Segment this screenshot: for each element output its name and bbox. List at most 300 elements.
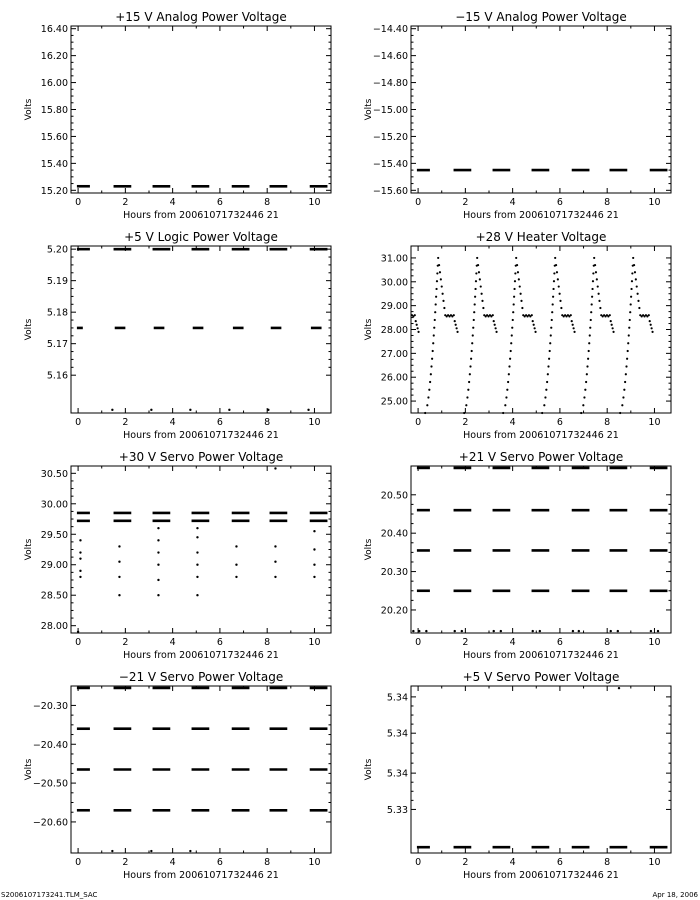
data-point <box>473 319 475 321</box>
data-point <box>625 373 627 375</box>
data-point <box>157 579 159 581</box>
plot-frame <box>71 26 331 193</box>
data-point <box>157 539 159 541</box>
data-point <box>549 350 551 352</box>
data-point <box>432 350 434 352</box>
y-axis-label: Volts <box>364 538 374 561</box>
x-tick-label: 4 <box>169 197 176 208</box>
y-tick-label: 5.34 <box>386 692 408 704</box>
data-point <box>515 257 517 259</box>
data-point <box>594 264 596 266</box>
data-point <box>627 342 629 344</box>
data-point <box>118 560 120 562</box>
data-point <box>196 551 198 553</box>
data-point <box>628 327 630 329</box>
data-point <box>583 396 585 398</box>
data-point <box>554 257 556 259</box>
data-point <box>638 307 640 309</box>
data-point <box>571 320 573 322</box>
data-point <box>77 631 79 633</box>
data-point <box>598 300 600 302</box>
data-point <box>475 280 477 282</box>
data-point <box>557 278 559 280</box>
data-point <box>553 272 555 274</box>
x-axis-label: Hours from 20061071732446 21 <box>123 210 279 221</box>
data-point <box>559 300 561 302</box>
data-point <box>629 319 631 321</box>
y-tick-label: 30.00 <box>380 277 408 289</box>
y-tick-label: 15.20 <box>40 185 68 197</box>
data-point <box>479 278 481 280</box>
data-point <box>593 257 595 259</box>
x-tick-label: 4 <box>509 857 516 868</box>
data-point <box>79 557 81 559</box>
x-tick-label: 4 <box>509 637 516 648</box>
x-tick-label: 8 <box>264 197 271 208</box>
data-point <box>424 412 426 414</box>
x-tick-label: 10 <box>308 637 321 648</box>
data-point <box>443 307 445 309</box>
y-tick-label: 26.00 <box>380 372 408 384</box>
data-point <box>438 264 440 266</box>
data-point <box>111 850 113 852</box>
y-tick-label: 28.00 <box>380 325 408 336</box>
y-tick-label: −14.80 <box>372 78 408 90</box>
x-tick-label: 10 <box>308 417 321 428</box>
y-tick-label: −20.40 <box>32 739 68 751</box>
data-point <box>472 327 474 329</box>
data-point <box>589 334 591 336</box>
y-tick-label: 15.60 <box>40 131 68 143</box>
data-point <box>637 293 639 295</box>
y-tick-label: 29.00 <box>380 301 408 313</box>
x-tick-label: 2 <box>122 637 129 648</box>
data-point <box>508 373 510 375</box>
data-point <box>150 850 152 852</box>
data-point <box>436 280 438 282</box>
data-point <box>465 404 467 406</box>
data-point <box>648 314 650 316</box>
data-point <box>474 303 476 305</box>
data-point <box>439 271 441 273</box>
data-point <box>512 311 514 313</box>
y-tick-label: 27.00 <box>380 348 408 360</box>
data-point <box>432 342 434 344</box>
data-point <box>157 551 159 553</box>
x-tick-label: 6 <box>216 857 223 868</box>
data-point <box>267 409 269 411</box>
x-axis-label: Hours from 20061071732446 21 <box>463 650 619 661</box>
data-point <box>79 576 81 578</box>
x-tick-label: 6 <box>556 417 563 428</box>
data-point <box>550 334 552 336</box>
data-point <box>626 358 628 360</box>
data-point <box>544 396 546 398</box>
x-tick-label: 2 <box>462 637 469 648</box>
data-point <box>546 381 548 383</box>
data-point <box>560 307 562 309</box>
x-tick-label: 0 <box>415 197 422 208</box>
data-point <box>630 303 632 305</box>
data-point <box>502 412 504 414</box>
x-tick-label: 8 <box>604 857 611 868</box>
data-point <box>519 285 521 287</box>
data-point <box>436 272 438 274</box>
data-point <box>551 311 553 313</box>
data-point <box>473 311 475 313</box>
data-point <box>274 576 276 578</box>
data-point <box>650 630 652 632</box>
data-point <box>274 467 276 469</box>
data-point <box>513 288 515 290</box>
data-point <box>454 630 456 632</box>
y-tick-label: 25.00 <box>380 396 408 408</box>
plot-frame <box>71 466 331 633</box>
data-point <box>455 324 457 326</box>
data-point <box>521 307 523 309</box>
y-tick-label: −14.60 <box>372 51 408 63</box>
data-point <box>634 271 636 273</box>
data-point <box>596 278 598 280</box>
x-tick-label: 4 <box>169 637 176 648</box>
x-tick-label: 2 <box>462 197 469 208</box>
data-point <box>635 278 637 280</box>
data-point <box>118 576 120 578</box>
data-point <box>610 630 612 632</box>
data-point <box>589 327 591 329</box>
data-point <box>307 409 309 411</box>
y-axis-label: Volts <box>24 538 34 561</box>
data-point <box>467 389 469 391</box>
data-point <box>651 331 653 333</box>
data-point <box>633 264 635 266</box>
data-point <box>430 365 432 367</box>
data-point <box>572 630 574 632</box>
data-point <box>508 365 510 367</box>
x-tick-label: 2 <box>122 417 129 428</box>
data-point <box>313 576 315 578</box>
data-point <box>495 327 497 329</box>
y-tick-label: 31.00 <box>380 253 408 265</box>
x-axis-label: Hours from 20061071732446 21 <box>463 870 619 881</box>
x-tick-label: 0 <box>75 857 82 868</box>
data-point <box>541 412 543 414</box>
data-point <box>618 687 620 689</box>
data-point <box>157 594 159 596</box>
data-point <box>516 264 518 266</box>
x-tick-label: 6 <box>216 637 223 648</box>
plot-title: +28 V Heater Voltage <box>475 230 607 244</box>
x-axis-label: Hours from 20061071732446 21 <box>123 650 279 661</box>
data-point <box>433 334 435 336</box>
data-point <box>630 296 632 298</box>
footer-date: Apr 18, 2006 <box>652 891 698 899</box>
data-point <box>118 545 120 547</box>
data-point <box>552 288 554 290</box>
data-point <box>196 576 198 578</box>
data-point <box>509 358 511 360</box>
y-tick-label: 29.50 <box>40 529 68 541</box>
data-point <box>533 324 535 326</box>
data-point <box>520 300 522 302</box>
plot-frame <box>411 246 671 413</box>
data-point <box>454 320 456 322</box>
y-tick-label: 20.20 <box>380 605 408 617</box>
data-point <box>553 280 555 282</box>
data-point <box>493 630 495 632</box>
data-point <box>514 280 516 282</box>
data-point <box>558 285 560 287</box>
x-tick-label: 0 <box>75 637 82 648</box>
data-point <box>551 319 553 321</box>
data-point <box>545 389 547 391</box>
data-point <box>552 296 554 298</box>
data-point <box>518 278 520 280</box>
data-point <box>534 327 536 329</box>
data-point <box>313 530 315 532</box>
data-point <box>500 630 502 632</box>
x-tick-label: 2 <box>462 857 469 868</box>
data-point <box>157 527 159 529</box>
data-point <box>617 630 619 632</box>
data-point <box>274 560 276 562</box>
data-point <box>586 373 588 375</box>
data-point <box>622 396 624 398</box>
y-tick-label: 16.00 <box>40 78 68 90</box>
y-tick-label: −20.50 <box>32 778 68 790</box>
data-point <box>428 389 430 391</box>
x-tick-label: 0 <box>415 417 422 428</box>
data-point <box>637 300 639 302</box>
data-point <box>625 365 627 367</box>
y-tick-label: 5.20 <box>46 244 68 256</box>
y-tick-label: 15.80 <box>40 105 68 116</box>
y-tick-label: −20.60 <box>32 817 68 829</box>
data-point <box>650 324 652 326</box>
plot-title: −21 V Servo Power Voltage <box>118 670 284 684</box>
y-tick-label: −20.30 <box>32 700 68 712</box>
data-point <box>196 594 198 596</box>
data-point <box>434 319 436 321</box>
data-point <box>559 293 561 295</box>
data-point <box>573 327 575 329</box>
data-point <box>511 327 513 329</box>
data-point <box>598 293 600 295</box>
x-axis-label: Hours from 20061071732446 21 <box>123 430 279 441</box>
y-tick-label: 5.17 <box>46 339 68 351</box>
data-point <box>481 300 483 302</box>
data-point <box>520 293 522 295</box>
plot-title: +21 V Servo Power Voltage <box>458 450 624 464</box>
x-axis-label: Hours from 20061071732446 21 <box>463 210 619 221</box>
data-point <box>418 630 420 632</box>
data-point <box>506 389 508 391</box>
x-tick-label: 8 <box>604 197 611 208</box>
data-point <box>631 280 633 282</box>
data-point <box>274 545 276 547</box>
data-point <box>492 314 494 316</box>
x-tick-label: 6 <box>216 417 223 428</box>
data-point <box>111 409 113 411</box>
data-point <box>543 404 545 406</box>
data-point <box>79 570 81 572</box>
data-point <box>494 324 496 326</box>
y-tick-label: −15.00 <box>372 105 408 116</box>
data-point <box>480 285 482 287</box>
data-point <box>474 288 476 290</box>
data-point <box>532 630 534 632</box>
data-point <box>429 381 431 383</box>
plot-frame <box>411 686 671 853</box>
y-tick-label: 5.18 <box>46 307 68 319</box>
data-point <box>513 296 515 298</box>
x-axis-label: Hours from 20061071732446 21 <box>123 870 279 881</box>
y-tick-label: 28.50 <box>40 590 68 602</box>
plot-frame <box>71 246 331 413</box>
data-point <box>547 373 549 375</box>
data-point <box>550 327 552 329</box>
data-point <box>627 350 629 352</box>
y-axis-label: Volts <box>364 758 374 781</box>
plot-title: +30 V Servo Power Voltage <box>118 450 284 464</box>
x-tick-label: 8 <box>604 637 611 648</box>
data-point <box>588 350 590 352</box>
data-point <box>505 396 507 398</box>
data-point <box>476 257 478 259</box>
plot-title: +5 V Logic Power Voltage <box>124 230 278 244</box>
footer-filename: S2006107173241.TLM_SAC <box>1 891 98 899</box>
data-point <box>189 409 191 411</box>
x-tick-label: 6 <box>216 197 223 208</box>
plot-frame <box>411 26 671 193</box>
data-point <box>477 264 479 266</box>
data-point <box>636 285 638 287</box>
data-point <box>584 389 586 391</box>
data-point <box>481 293 483 295</box>
x-tick-label: 2 <box>462 417 469 428</box>
y-tick-label: 16.20 <box>40 51 68 63</box>
data-point <box>609 314 611 316</box>
data-point <box>415 320 417 322</box>
data-point <box>437 257 439 259</box>
data-point <box>196 536 198 538</box>
data-point <box>592 272 594 274</box>
x-axis-label: Hours from 20061071732446 21 <box>463 430 619 441</box>
data-point <box>442 293 444 295</box>
data-point <box>469 373 471 375</box>
data-point <box>532 320 534 322</box>
data-point <box>512 319 514 321</box>
x-tick-label: 4 <box>169 417 176 428</box>
x-tick-label: 10 <box>308 857 321 868</box>
data-point <box>456 327 458 329</box>
data-point <box>412 630 414 632</box>
data-point <box>79 539 81 541</box>
data-point <box>466 396 468 398</box>
data-point <box>591 288 593 290</box>
data-point <box>510 342 512 344</box>
y-tick-label: 28.00 <box>40 621 68 633</box>
x-tick-label: 6 <box>556 857 563 868</box>
data-point <box>572 324 574 326</box>
y-tick-label: 30.00 <box>40 499 68 511</box>
plot-title: +15 V Analog Power Voltage <box>115 10 287 24</box>
data-point <box>474 296 476 298</box>
data-point <box>599 307 601 309</box>
x-tick-label: 8 <box>264 417 271 428</box>
data-point <box>612 331 614 333</box>
data-point <box>235 576 237 578</box>
y-axis-label: Volts <box>364 318 374 341</box>
data-point <box>441 285 443 287</box>
data-point <box>468 381 470 383</box>
data-point <box>189 850 191 852</box>
data-point <box>493 320 495 322</box>
x-tick-label: 4 <box>169 857 176 868</box>
y-axis-label: Volts <box>24 318 34 341</box>
data-point <box>430 373 432 375</box>
x-tick-label: 0 <box>415 857 422 868</box>
y-tick-label: 29.00 <box>40 560 68 572</box>
data-point <box>426 404 428 406</box>
y-tick-label: 20.30 <box>380 567 408 579</box>
data-point <box>582 404 584 406</box>
data-point <box>591 303 593 305</box>
x-tick-label: 0 <box>415 637 422 648</box>
x-tick-label: 4 <box>509 417 516 428</box>
data-point <box>547 365 549 367</box>
data-point <box>649 320 651 322</box>
y-tick-label: 30.50 <box>40 468 68 480</box>
data-point <box>632 257 634 259</box>
x-tick-label: 10 <box>308 197 321 208</box>
data-point <box>587 358 589 360</box>
data-point <box>657 630 659 632</box>
x-tick-label: 10 <box>648 857 661 868</box>
data-point <box>435 303 437 305</box>
data-point <box>549 342 551 344</box>
data-point <box>592 280 594 282</box>
x-tick-label: 0 <box>75 417 82 428</box>
x-tick-label: 8 <box>264 637 271 648</box>
data-point <box>228 409 230 411</box>
data-point <box>435 288 437 290</box>
data-point <box>313 548 315 550</box>
y-tick-label: −15.20 <box>372 131 408 143</box>
data-point <box>463 412 465 414</box>
data-point <box>586 365 588 367</box>
y-tick-label: 5.16 <box>46 370 68 382</box>
data-point <box>511 334 513 336</box>
data-point <box>472 334 474 336</box>
data-point <box>631 272 633 274</box>
y-tick-label: 16.40 <box>40 24 68 36</box>
data-point <box>590 319 592 321</box>
data-point <box>610 320 612 322</box>
x-tick-label: 8 <box>604 417 611 428</box>
y-tick-label: 5.34 <box>386 728 408 740</box>
data-point <box>431 358 433 360</box>
data-point <box>504 404 506 406</box>
data-point <box>580 412 582 414</box>
x-tick-label: 8 <box>264 857 271 868</box>
data-point <box>416 324 418 326</box>
data-point <box>157 564 159 566</box>
data-point <box>548 358 550 360</box>
data-point <box>534 331 536 333</box>
data-point <box>79 551 81 553</box>
data-point <box>623 389 625 391</box>
